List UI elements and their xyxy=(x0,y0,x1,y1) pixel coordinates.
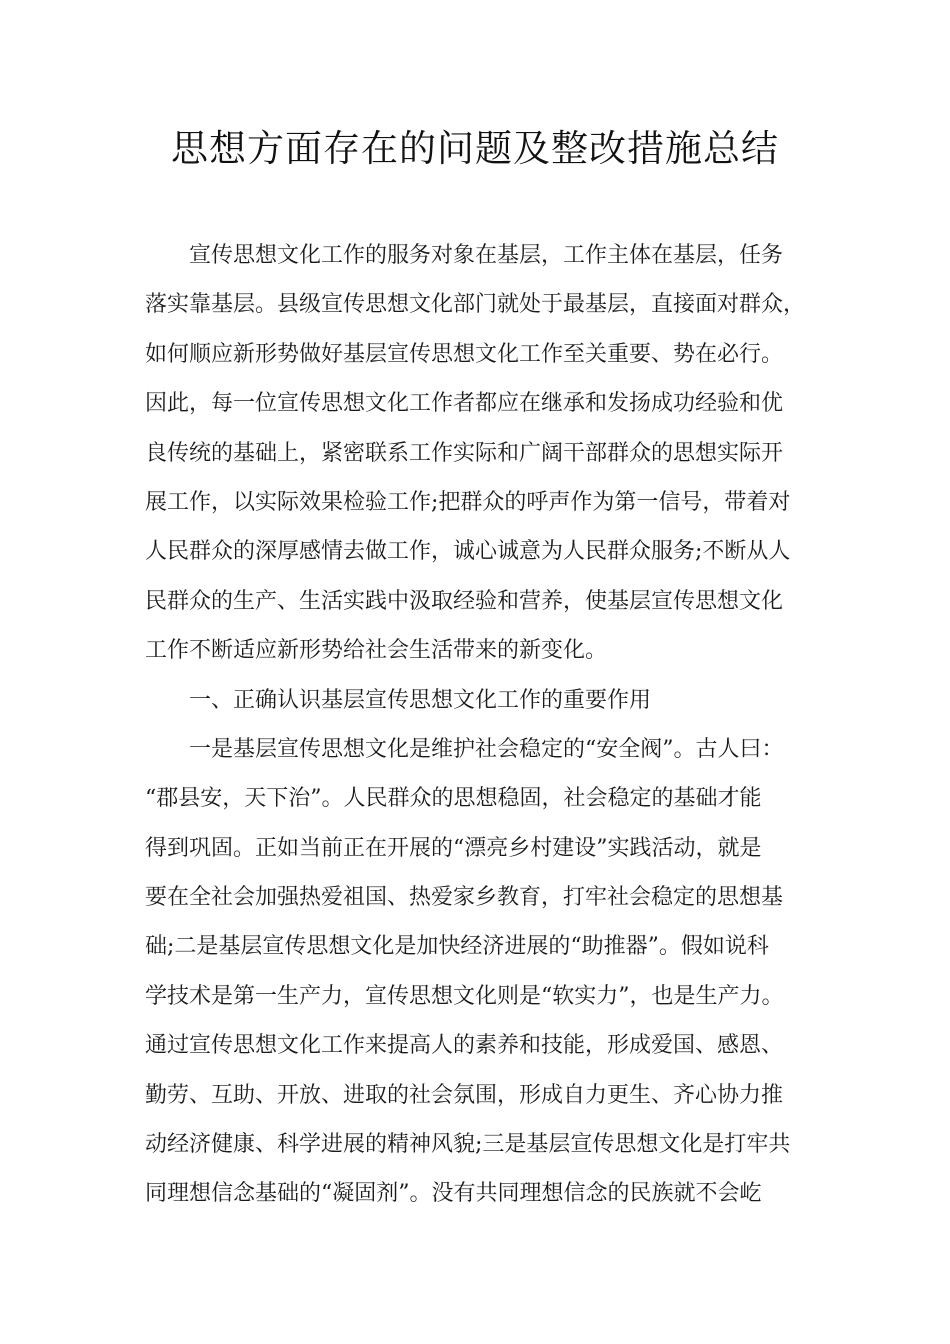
paragraph-line: 工作不断适应新形势给社会生活带来的新变化。 xyxy=(145,638,608,664)
paragraph-line: 宣传思想文化工作的服务对象在基层，工作主体在基层，任务 xyxy=(189,243,784,268)
paragraph-line: 同理想信念基础的“凝固剂”。没有共同理想信念的民族就不会屹 xyxy=(145,1181,762,1207)
paragraph-line: 一是基层宣传思想文化是维护社会稳定的“安全阀”。古人曰： xyxy=(189,736,784,762)
paragraph-line: 良传统的基础上，紧密联系工作实际和广阔干部群众的思想实际开 xyxy=(145,440,784,466)
paragraph-line: 勤劳、互助、开放、进取的社会氛围，形成自力更生、齐心协力推 xyxy=(145,1082,784,1108)
paragraph-line: 人民群众的深厚感情去做工作，诚心诚意为人民群众服务;不断从人 xyxy=(145,539,791,565)
paragraph-line: 因此，每一位宣传思想文化工作者都应在继承和发扬成功经验和优 xyxy=(145,391,784,417)
paragraph-line: 如何顺应新形势做好基层宣传思想文化工作至关重要、势在必行。 xyxy=(145,341,784,367)
document-title: 思想方面存在的问题及整改措施总结 xyxy=(171,127,779,170)
section-heading: 一、正确认识基层宣传思想文化工作的重要作用 xyxy=(189,687,652,713)
paragraph-line: 学技术是第一生产力，宣传思想文化则是“软实力”，也是生产力。 xyxy=(145,983,784,1009)
paragraph-line: 础;二是基层宣传思想文化是加快经济进展的“助推器”。假如说科 xyxy=(145,934,769,960)
paragraph-line: 通过宣传思想文化工作来提高人的素养和技能，形成爱国、感恩、 xyxy=(145,1033,784,1059)
document-body xyxy=(145,231,825,1219)
paragraph-line: “郡县安，天下治”。人民群众的思想稳固，社会稳定的基础才能 xyxy=(145,786,762,812)
paragraph-line: 展工作，以实际效果检验工作;把群众的呼声作为第一信号，带着对 xyxy=(145,489,791,515)
paragraph-line: 落实靠基层。县级宣传思想文化部门就处于最基层，直接面对群众， xyxy=(145,292,806,318)
paragraph-line: 民群众的生产、生活实践中汲取经验和营养，使基层宣传思想文化 xyxy=(145,588,784,614)
paragraph-line: 要在全社会加强热爱祖国、热爱家乡教育，打牢社会稳定的思想基 xyxy=(145,885,784,911)
paragraph-line: 得到巩固。正如当前正在开展的“漂亮乡村建设”实践活动，就是 xyxy=(145,835,762,861)
paragraph-line: 动经济健康、科学进展的精神风貌;三是基层宣传思想文化是打牢共 xyxy=(145,1132,791,1158)
